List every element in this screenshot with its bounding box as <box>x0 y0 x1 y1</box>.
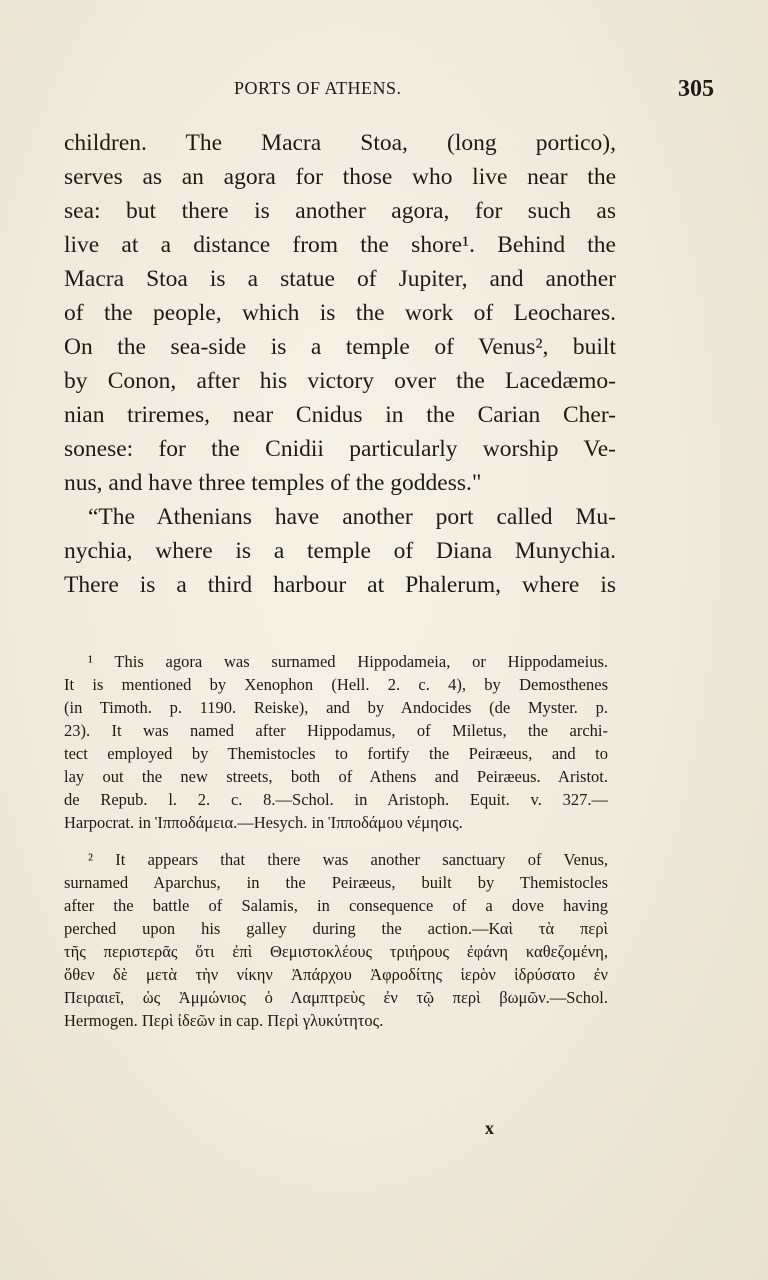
footnote-line: τῆς περιστερᾶς ὅτι ἐπὶ Θεμιστοκλέους τριήρους ἐφάνη καθεζομένη, <box>64 942 608 961</box>
footnote-line: lay out the new streets, both of Athens and Peiræeus. Aristot. <box>64 767 608 786</box>
footnote-line: ὅθεν δὲ μετὰ τὴν νίκην Ἀπάρχου Ἀφροδίτης ἱερὸν ἱδρύσατο ἐν <box>64 965 608 984</box>
footnote-line: ¹ This agora was surnamed Hippodameia, or Hippodameius. <box>88 652 608 671</box>
signature-mark: x <box>485 1118 494 1138</box>
body-line: “The Athenians have another port called Mu- <box>88 504 616 530</box>
body-line: serves as an agora for those who live near the <box>64 164 616 190</box>
footnote-2 <box>64 848 608 1032</box>
footnote-line: after the battle of Salamis, in consequence of a dove having <box>64 896 608 915</box>
body-line: nychia, where is a temple of Diana Munychia. <box>64 538 616 564</box>
footnote-line: perched upon his galley during the action.—Καὶ τὰ περὶ <box>64 919 608 938</box>
body-line: of the people, which is the work of Leochares. <box>64 300 616 326</box>
footnote-line: ² It appears that there was another sanctuary of Venus, <box>88 850 608 869</box>
body-line: sonese: for the Cnidii particularly worship Ve- <box>64 436 616 462</box>
footnote-line: Harpocrat. in Ἱπποδάμεια.—Hesych. in Ἱπποδάμου νέμησις. <box>64 813 463 832</box>
body-line: children. The Macra Stoa, (long portico), <box>64 130 616 156</box>
body-line: There is a third harbour at Phalerum, where is <box>64 572 616 598</box>
footnote-line: (in Timoth. p. 1190. Reiske), and by Andocides (de Myster. p. <box>64 698 608 717</box>
footnote-line: surnamed Aparchus, in the Peiræeus, built by Themistocles <box>64 873 608 892</box>
running-head <box>64 78 714 104</box>
footnote-1 <box>64 650 608 834</box>
footnote-line: Hermogen. Περὶ ἰδεῶν in cap. Περὶ γλυκύτητος. <box>64 1011 384 1030</box>
footnote-gap <box>64 834 608 848</box>
footnote-line: It is mentioned by Xenophon (Hell. 2. c. 4), by Demosthenes <box>64 675 608 694</box>
body-line: nian triremes, near Cnidus in the Carian Cher- <box>64 402 616 428</box>
body-line: sea: but there is another agora, for such as <box>64 198 616 224</box>
body-line: On the sea-side is a temple of Venus², built <box>64 334 616 360</box>
footnote-line: de Repub. l. 2. c. 8.—Schol. in Aristoph. Equit. v. 327.— <box>64 790 608 809</box>
footnote-line: Πειραιεῖ, ὡς Ἀμμώνιος ὁ Λαμπτρεὺς ἐν τῷ περὶ βωμῶν.—Schol. <box>64 988 608 1007</box>
body-line: nus, and have three temples of the goddess." <box>64 470 482 496</box>
footnote-line: 23). It was named after Hippodamus, of Miletus, the archi- <box>64 721 608 740</box>
body-line: live at a distance from the shore¹. Behind the <box>64 232 616 258</box>
body-line: by Conon, after his victory over the Lacedæmo- <box>64 368 616 394</box>
page-number: 305 <box>678 76 714 102</box>
body-text <box>64 126 616 602</box>
footnotes <box>64 650 608 1032</box>
running-title: PORTS OF ATHENS. <box>234 78 402 98</box>
body-line: Macra Stoa is a statue of Jupiter, and another <box>64 266 616 292</box>
footnote-line: tect employed by Themistocles to fortify the Peiræeus, and to <box>64 744 608 763</box>
